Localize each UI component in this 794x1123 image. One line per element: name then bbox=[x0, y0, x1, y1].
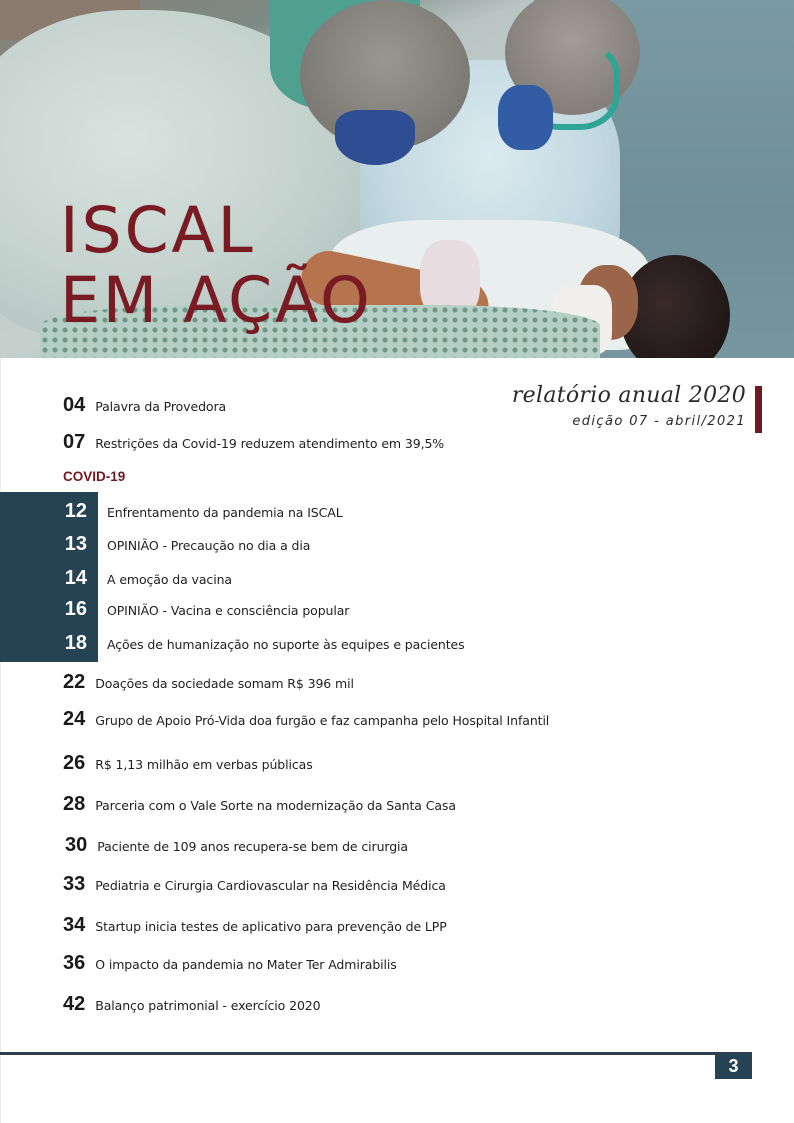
toc-item-title: OPINIÃO - Precaução no dia a dia bbox=[107, 538, 311, 553]
toc-item-covid[interactable] bbox=[0, 533, 600, 556]
toc-item-covid[interactable] bbox=[0, 598, 600, 621]
toc-item[interactable] bbox=[63, 671, 354, 694]
toc-item-covid[interactable] bbox=[0, 567, 600, 590]
toc-item-title: OPINIÃO - Vacina e consciência popular bbox=[107, 603, 350, 618]
toc-item[interactable] bbox=[63, 793, 456, 816]
toc-item[interactable] bbox=[63, 431, 444, 454]
toc-page-number: 42 bbox=[63, 993, 86, 1015]
toc-item-title: Startup inicia testes de aplicativo para prevenção de LPP bbox=[95, 919, 447, 934]
toc-item-title: Ações de humanização no suporte às equipes e pacientes bbox=[107, 637, 465, 652]
cover-photo bbox=[0, 0, 794, 358]
toc-page-number: 18 bbox=[64, 632, 87, 654]
toc-item-title: Balanço patrimonial - exercício 2020 bbox=[95, 998, 321, 1013]
toc-page-number: 12 bbox=[64, 500, 87, 522]
page-number: 3 bbox=[715, 1053, 752, 1079]
toc-item[interactable] bbox=[65, 834, 408, 857]
toc-item-title: Pediatria e Cirurgia Cardiovascular na Residência Médica bbox=[95, 878, 446, 893]
toc-page-number: 04 bbox=[63, 394, 86, 416]
toc-page-number: 28 bbox=[63, 793, 86, 815]
toc-item-title: Palavra da Provedora bbox=[95, 399, 227, 414]
toc-item[interactable] bbox=[63, 752, 313, 775]
toc-item[interactable] bbox=[63, 394, 226, 417]
report-heading bbox=[512, 382, 746, 429]
toc-item-title: Parceria com o Vale Sorte na modernização da Santa Casa bbox=[95, 798, 456, 813]
toc-page-number: 26 bbox=[63, 752, 86, 774]
cover-title bbox=[60, 196, 373, 336]
toc-page-number: 34 bbox=[63, 914, 86, 936]
toc-page-number: 07 bbox=[63, 431, 86, 453]
toc-page-number: 14 bbox=[64, 567, 87, 589]
cover-title-line2: EM AÇÃO bbox=[60, 264, 373, 337]
toc-page-number: 16 bbox=[64, 598, 87, 620]
toc-page-number: 30 bbox=[65, 834, 88, 856]
photo-mask-right bbox=[498, 85, 553, 150]
report-accent-bar bbox=[755, 386, 762, 433]
report-edition: edição 07 - abril/2021 bbox=[572, 414, 746, 429]
toc-page-number: 24 bbox=[63, 708, 86, 730]
toc-item-title: Doações da sociedade somam R$ 396 mil bbox=[95, 676, 354, 691]
toc-item-title: O impacto da pandemia no Mater Ter Admirabilis bbox=[95, 957, 397, 972]
toc-page-number: 36 bbox=[63, 952, 86, 974]
toc-item-title: A emoção da vacina bbox=[107, 572, 232, 587]
toc-item[interactable] bbox=[63, 914, 447, 937]
toc-item-title: R$ 1,13 milhão em verbas públicas bbox=[95, 757, 313, 772]
toc-item-title: Enfrentamento da pandemia na ISCAL bbox=[107, 505, 343, 520]
toc-item-covid[interactable] bbox=[0, 632, 600, 655]
toc-item[interactable] bbox=[63, 993, 321, 1016]
toc-item-title: Paciente de 109 anos recupera-se bem de cirurgia bbox=[97, 839, 408, 854]
toc-page-number: 33 bbox=[63, 873, 86, 895]
toc-item[interactable] bbox=[63, 952, 397, 975]
page-edge bbox=[0, 358, 1, 1123]
toc-page-number: 13 bbox=[64, 533, 87, 555]
toc-page-number: 22 bbox=[63, 671, 86, 693]
toc-item[interactable] bbox=[63, 873, 446, 896]
report-title: relatório anual 2020 bbox=[511, 383, 746, 408]
section-label-covid: COVID-19 bbox=[63, 469, 126, 484]
toc-item-title: Grupo de Apoio Pró-Vida doa furgão e faz campanha pelo Hospital Infantil bbox=[95, 713, 550, 728]
toc-item-covid[interactable] bbox=[0, 500, 600, 523]
cover-title-line1: ISCAL bbox=[60, 194, 256, 267]
toc-item[interactable] bbox=[63, 708, 549, 731]
photo-mask-left bbox=[335, 110, 415, 165]
footer-rule bbox=[0, 1052, 752, 1055]
toc-item-title: Restrições da Covid-19 reduzem atendimento em 39,5% bbox=[95, 436, 445, 451]
